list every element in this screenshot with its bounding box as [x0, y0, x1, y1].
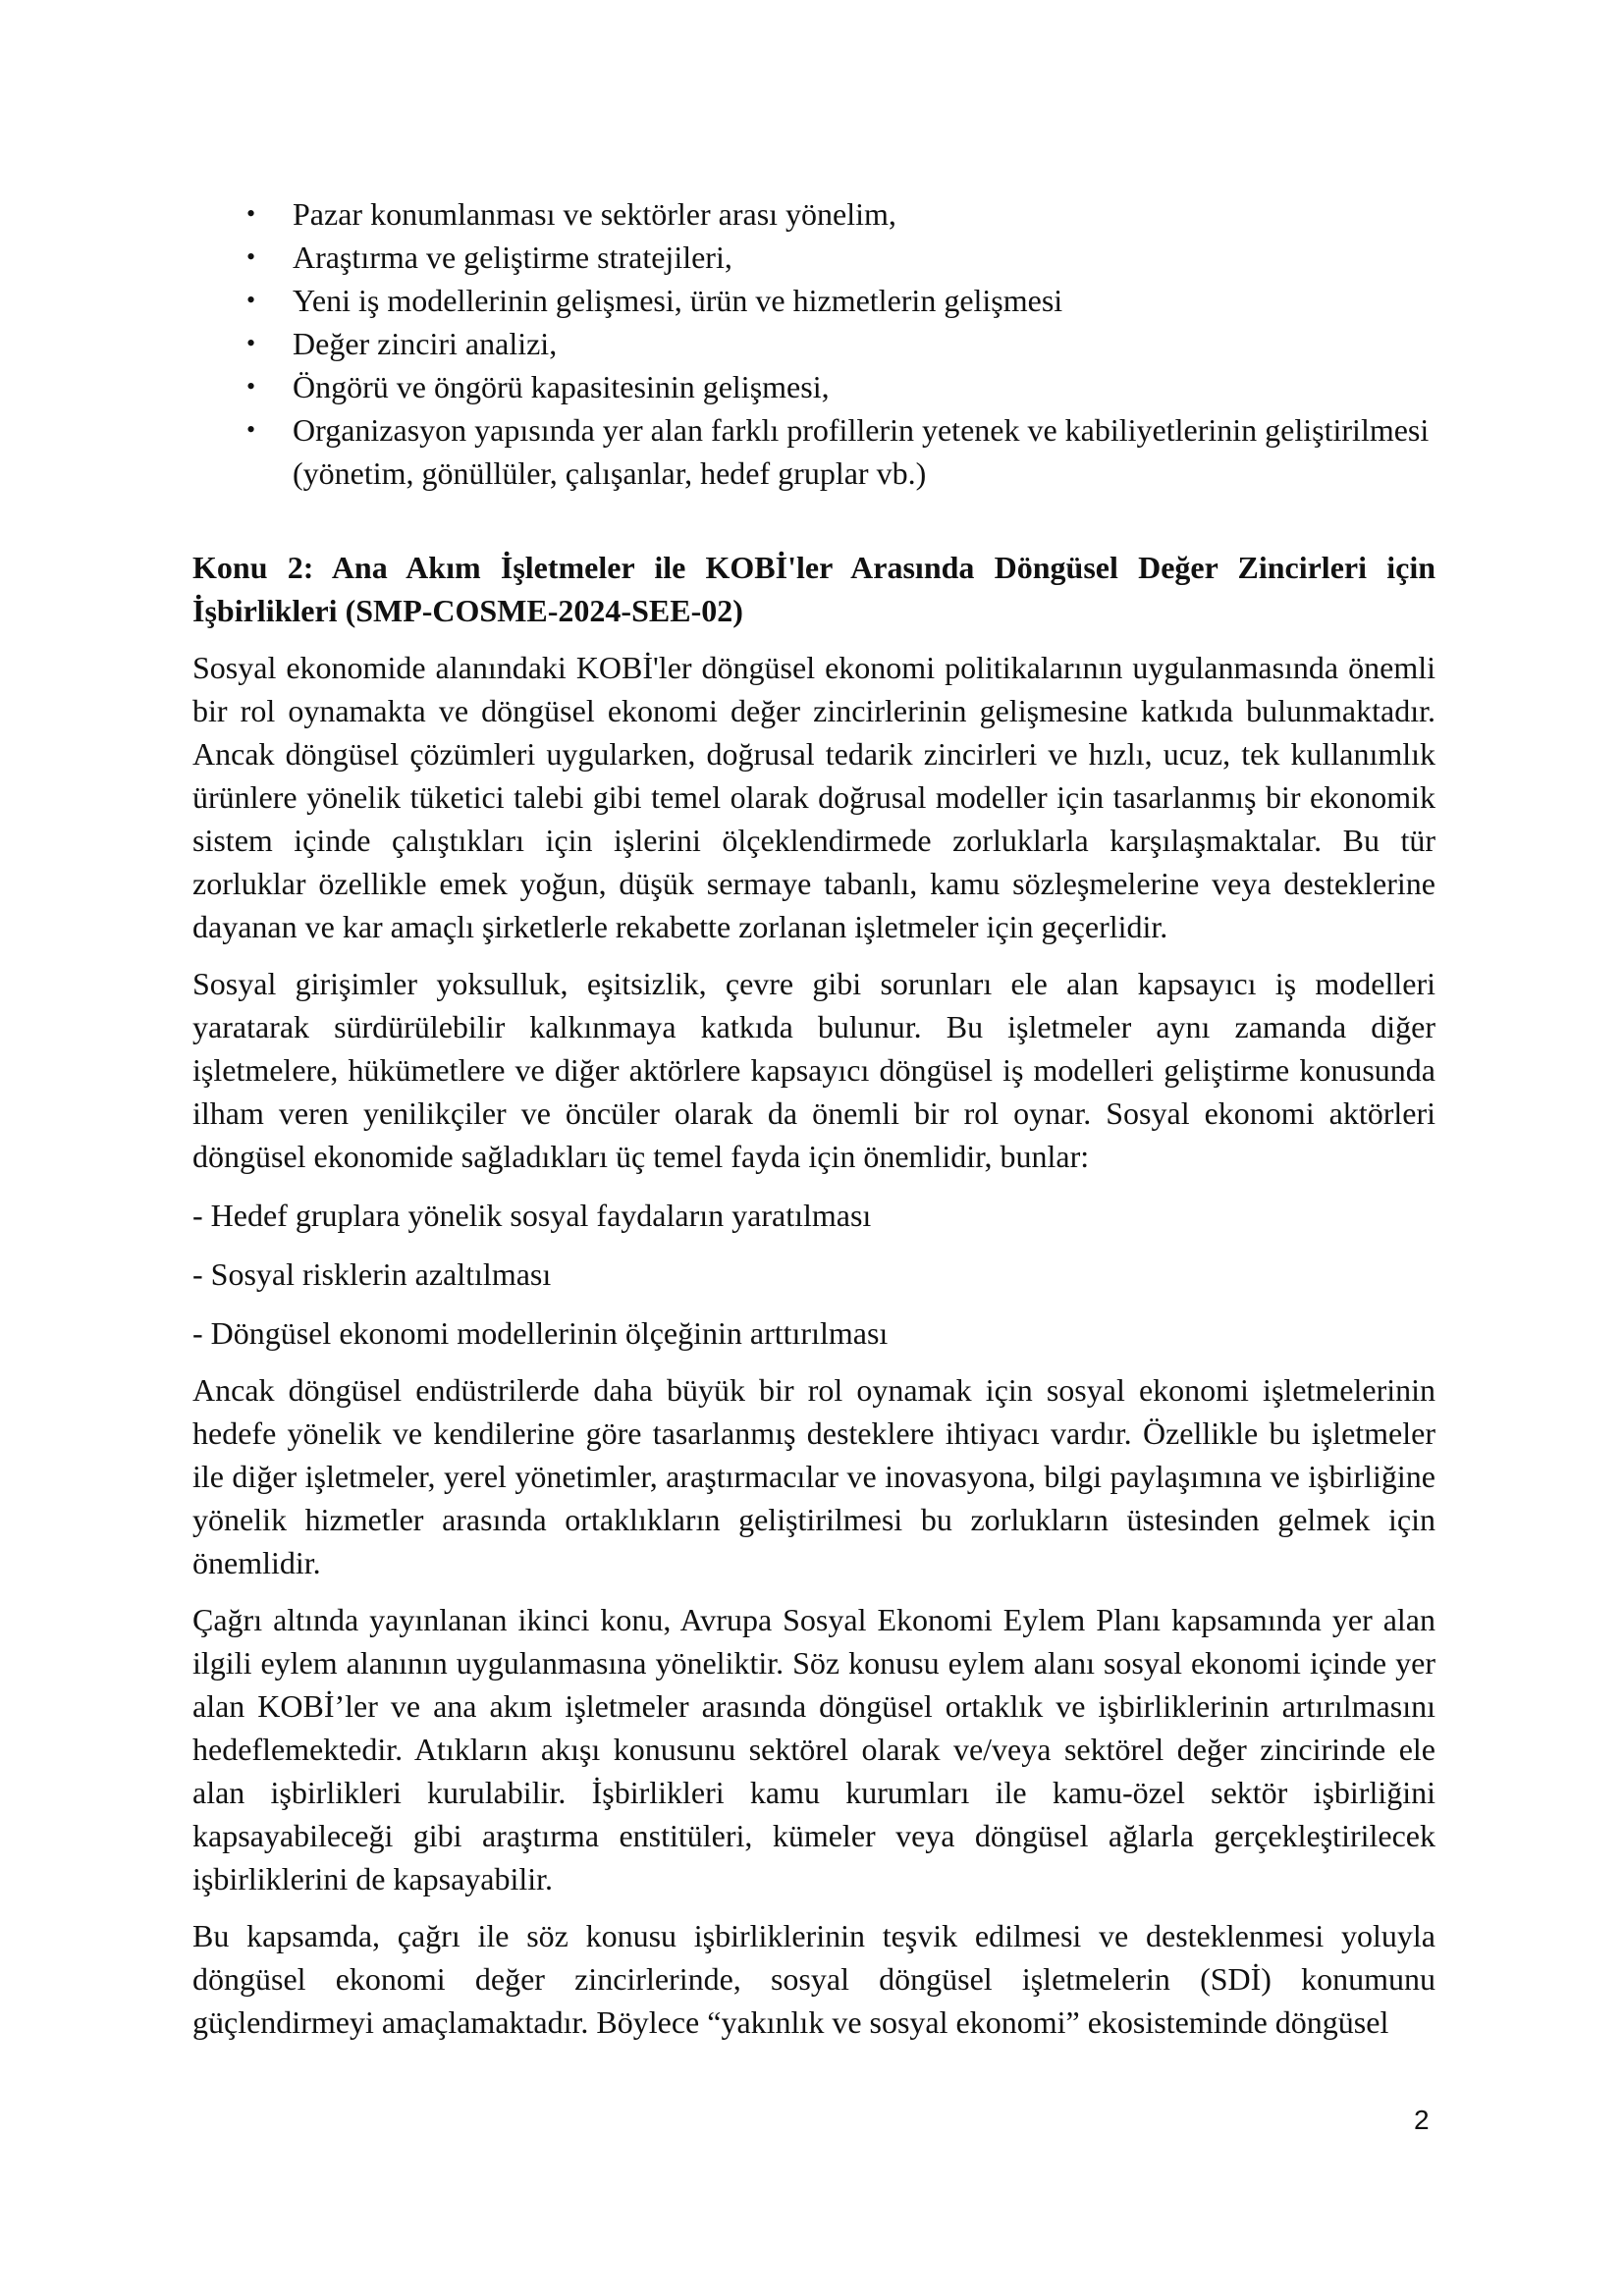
paragraph: Çağrı altında yayınlanan ikinci konu, Avrupa Sosyal Ekonomi Eylem Planı kapsamında yer alan ilgili eylem alanının uygulanmasına yöneliktir. Söz konusu eylem alanı sosyal ekonomi içinde yer alan KOBİ’ler ve ana akım işletmeler arasında döngüsel ortaklık ve işbirliklerinin artırılmasını hedeflemektedir. Atıkların akışı konusunu sektörel olarak ve/veya sektörel değer zincirinde ele alan işbirlikleri kurulabilir. İşbirlikleri kamu kurumları ile kamu-özel sektör işbirliğini kapsayabileceği gibi araştırma enstitüleri, kümeler veya döngüsel ağlarla gerçekleştirilecek işbirliklerini de kapsayabilir.: [192, 1602, 1435, 1896]
bullet-item: [192, 279, 1435, 322]
bullet-text: Öngörü ve öngörü kapasitesinin gelişmesi,: [293, 369, 830, 404]
bullet-text: Pazar konumlanması ve sektörler arası yönelim,: [293, 196, 896, 232]
bullet-text: Değer zinciri analizi,: [293, 326, 558, 361]
paragraph: Sosyal ekonomide alanındaki KOBİ'ler döngüsel ekonomi politikalarının uygulanmasında önemli bir rol oynamakta ve döngüsel ekonomi değer zincirlerinin gelişmesine katkıda bulunmaktadır. Ancak döngüsel çözümleri uygularken, doğrusal tedarik zincirleri ve hızlı, ucuz, tek kullanımlık ürünlere yönelik tüketici talebi gibi temel olarak doğrusal modeller için tasarlanmış bir ekonomik sistem içinde çalıştıkları için işlerini ölçeklendirmede zorluklarla karşılaşmaktalar. Bu tür zorluklar özellikle emek yoğun, düşük sermaye tabanlı, kamu sözleşmelerine veya desteklerine dayanan ve kar amaçlı şirketlerle rekabette zorlanan işletmeler için geçerlidir.: [192, 650, 1435, 944]
paragraph: Bu kapsamda, çağrı ile söz konusu işbirliklerinin teşvik edilmesi ve desteklenmesi yoluyla döngüsel ekonomi değer zincirlerinde, sosyal döngüsel işletmelerin (SDİ) konumunu güçlendirmeyi amaçlamaktadır. Böylece “yakınlık ve sosyal ekonomi” ekosisteminde döngüsel: [192, 1918, 1435, 2040]
bullet-icon: •: [246, 415, 256, 444]
bullet-icon: •: [246, 286, 256, 314]
bullet-icon: •: [246, 372, 256, 400]
bullet-text: Organizasyon yapısında yer alan farklı profillerin yetenek ve kabiliyetlerinin geliştirilmesi (yönetim, gönüllüler, çalışanlar, hedef gruplar vb.): [293, 412, 1430, 491]
paragraph: Ancak döngüsel endüstrilerde daha büyük bir rol oynamak için sosyal ekonomi işletmelerinin hedefe yönelik ve kendilerine göre tasarlanmış desteklere ihtiyacı vardır. Özellikle bu işletmeler ile diğer işletmeler, yerel yönetimler, araştırmacılar ve inovasyona, bilgi paylaşımına ve işbirliğine yönelik hizmetler arasında ortaklıkların geliştirilmesi bu zorlukların üstesinden gelmek için önemlidir.: [192, 1372, 1435, 1580]
bullet-text: Yeni iş modellerinin gelişmesi, ürün ve hizmetlerin gelişmesi: [293, 283, 1063, 318]
dash-list-item: - Hedef gruplara yönelik sosyal faydaların yaratılması: [192, 1198, 872, 1233]
bullet-icon: •: [246, 329, 256, 357]
paragraph: Sosyal girişimler yoksulluk, eşitsizlik, çevre gibi sorunları ele alan kapsayıcı iş modelleri yaratarak sürdürülebilir kalkınmaya katkıda bulunur. Bu işletmeler aynı zamanda diğer işletmelere, hükümetlere ve diğer aktörlere kapsayıcı döngüsel iş modelleri geliştirme konusunda ilham veren yenilikçiler ve öncüler olarak da önemli bir rol oynar. Sosyal ekonomi aktörleri döngüsel ekonomide sağladıkları üç temel fayda için önemlidir, bunlar:: [192, 966, 1435, 1174]
bullet-list: [192, 192, 1435, 495]
page-number: 2: [1414, 2105, 1430, 2135]
dash-list-item: - Döngüsel ekonomi modellerinin ölçeğinin arttırılması: [192, 1315, 889, 1351]
document-page: [192, 192, 1435, 2044]
bullet-item: [192, 192, 1435, 236]
bullet-item: [192, 408, 1435, 495]
dash-list-item: - Sosyal risklerin azaltılması: [192, 1256, 552, 1292]
section-heading: Konu 2: Ana Akım İşletmeler ile KOBİ'ler Arasında Döngüsel Değer Zincirleri için İşbirlikleri (SMP-COSME-2024-SEE-02): [192, 550, 1435, 628]
bullet-item: [192, 322, 1435, 365]
bullet-item: [192, 236, 1435, 279]
bullet-text: Araştırma ve geliştirme stratejileri,: [293, 240, 732, 275]
bullet-icon: •: [246, 242, 256, 271]
bullet-item: [192, 365, 1435, 408]
bullet-icon: •: [246, 199, 256, 228]
